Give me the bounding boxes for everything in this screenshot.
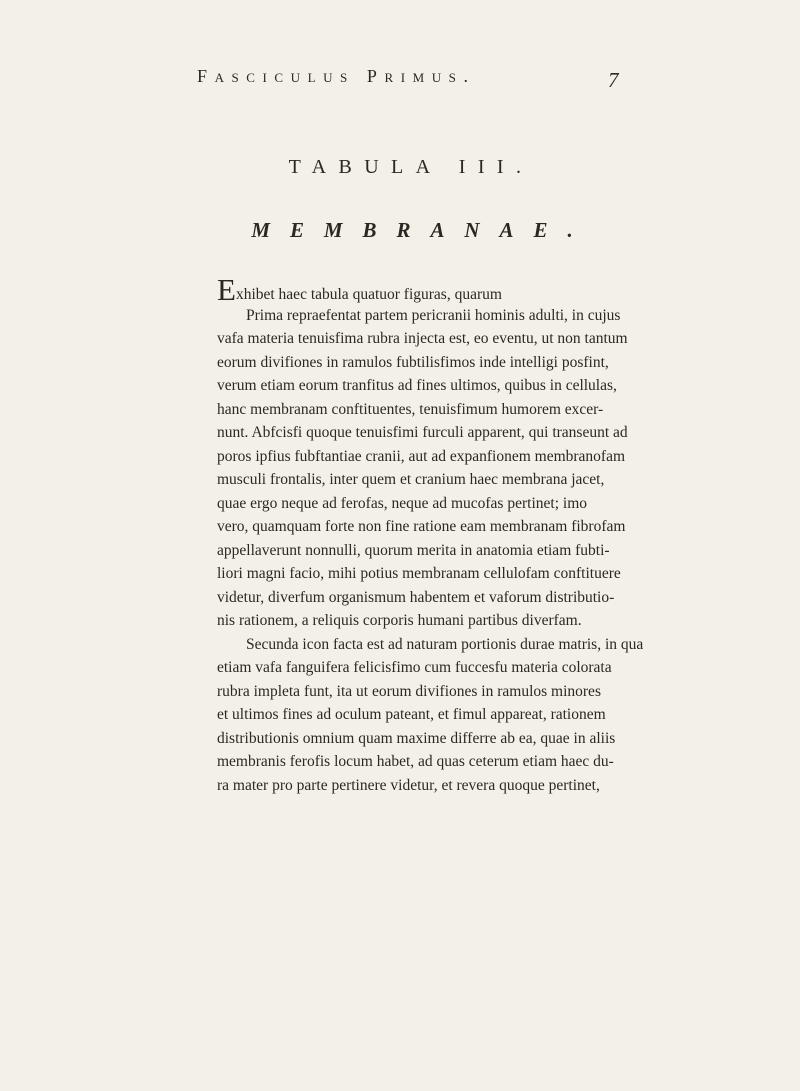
running-head: Fasciculus Primus.	[197, 66, 476, 86]
text-line: quae ergo neque ad ferofas, neque ad mucofas pertinet; imo	[217, 494, 587, 512]
text-line: eorum divifiones in ramulos fubtilisfimos inde intelligi posfint,	[217, 353, 609, 371]
text-line: verum etiam eorum tranfitus ad fines ultimos, quibus in cellulas,	[217, 377, 617, 394]
text-line: hanc membranam conftituentes, tenuisfimum humorem excer-	[217, 400, 604, 418]
text-line: nis rationem, a reliquis corporis humani partibus diverfam.	[217, 612, 582, 629]
text-line: poros ipfius fubftantiae cranii, aut ad expanfionem membranofam	[217, 447, 626, 465]
table-title: TABULA III.	[288, 156, 534, 178]
text-line: distributionis omnium quam maxime differre ab ea, quae in aliis	[217, 729, 616, 747]
text-line: appellaverunt nonnulli, quorum merita in anatomia etiam fubti-	[217, 541, 610, 559]
body-text	[217, 272, 644, 797]
text-line: nunt. Abfcisfi quoque tenuisfimi furculi apparent, qui transeunt ad	[217, 424, 628, 441]
page-number: 7	[608, 68, 619, 92]
text-line: membranis ferofis locum habet, ad quas ceterum etiam haec du-	[217, 753, 614, 770]
text-line: Prima repraefentat partem pericranii hominis adulti, in cujus	[246, 306, 621, 324]
text-line: ra mater pro parte pertinere videtur, et revera quoque pertinet,	[217, 776, 600, 794]
text-line: etiam vafa fanguifera felicisfimo cum fuccesfu materia colorata	[217, 659, 612, 676]
drop-cap-initial: E	[217, 272, 236, 307]
text-line: liori magni facio, mihi potius membranam cellulofam conftituere	[217, 565, 621, 582]
section-title: MEMBRANAE.	[251, 218, 593, 242]
text-line: videtur, diverfum organismum habentem et vaforum distributio-	[217, 588, 615, 606]
text-line: Secunda icon facta est ad naturam portionis durae matris, in qua	[246, 635, 644, 653]
text-line: Exhibet haec tabula quatuor figuras, quarum	[217, 272, 502, 307]
text-line: vafa materia tenuisfima rubra injecta est, eo eventu, ut non tantum	[217, 330, 628, 347]
text-line: rubra impleta funt, ita ut eorum divifiones in ramulos minores	[217, 682, 601, 700]
text-line: vero, quamquam forte non fine ratione eam membranam fibrofam	[217, 518, 626, 535]
text-line: musculi frontalis, inter quem et cranium haec membrana jacet,	[217, 471, 605, 488]
text-line: et ultimos fines ad oculum pateant, et fimul appareat, rationem	[217, 706, 606, 723]
